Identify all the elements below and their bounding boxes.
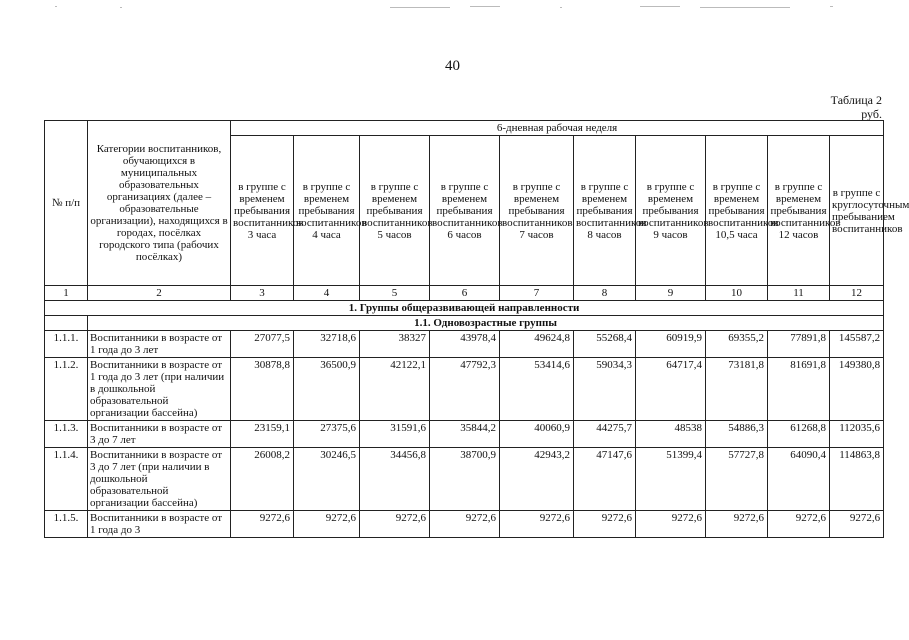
tariff-value: 9272,6 [574,511,636,538]
tariff-value: 27375,6 [294,421,360,448]
header-row-number: № п/п [45,121,88,286]
currency-unit: руб. [861,107,882,121]
tariff-value: 9272,6 [768,511,830,538]
column-number: 4 [294,286,360,301]
row-number: 1.1.4. [45,448,88,511]
tariff-value: 9272,6 [430,511,500,538]
column-number: 1 [45,286,88,301]
tariff-value: 64090,4 [768,448,830,511]
tariff-value: 73181,8 [706,358,768,421]
tariff-value: 77891,8 [768,331,830,358]
tariff-value: 47792,3 [430,358,500,421]
column-number: 2 [88,286,231,301]
column-number: 3 [231,286,294,301]
tariff-value: 57727,8 [706,448,768,511]
tariff-value: 112035,6 [830,421,884,448]
tariff-value: 36500,9 [294,358,360,421]
header-duration-10: в группе с круглосуточным пребыванием воспитанников [830,136,884,286]
tariff-value: 49624,8 [500,331,574,358]
header-duration-1: в группе с временем пребывания воспитанников 3 часа [231,136,294,286]
subsection-title: 1.1. Одновозрастные группы [88,316,884,331]
tariff-value: 61268,8 [768,421,830,448]
tariff-value: 53414,6 [500,358,574,421]
page-number: 40 [445,58,460,74]
tariff-value: 47147,6 [574,448,636,511]
tariff-value: 9272,6 [636,511,706,538]
table-row [45,331,884,358]
tariff-value: 42122,1 [360,358,430,421]
tariff-value: 9272,6 [830,511,884,538]
tariff-value: 38327 [360,331,430,358]
tariff-value: 114863,8 [830,448,884,511]
tariff-value: 59034,3 [574,358,636,421]
row-number: 1.1.3. [45,421,88,448]
tariff-value: 34456,8 [360,448,430,511]
tariff-value: 43978,4 [430,331,500,358]
tariff-value: 54886,3 [706,421,768,448]
column-number: 11 [768,286,830,301]
header-duration-8: в группе с временем пребывания воспитанников 10,5 часа [706,136,768,286]
column-number: 9 [636,286,706,301]
tariff-value: 44275,7 [574,421,636,448]
tariff-value: 9272,6 [294,511,360,538]
header-week-group: 6-дневная рабочая неделя [231,121,884,136]
table-caption [831,93,882,121]
section-title: 1. Группы общеразвивающей направленности [45,301,884,316]
tariff-value: 9272,6 [706,511,768,538]
header-category: Категории воспитанников, обучающихся в муниципальных образовательных организациях (далее – образовательные организации), находящихся в городах, посёлках городского типа (рабочих посёлках) [88,121,231,286]
tariff-value: 31591,6 [360,421,430,448]
tariff-value: 145587,2 [830,331,884,358]
table-row [45,511,884,538]
column-number: 12 [830,286,884,301]
column-number-row [45,286,884,301]
tariff-value: 149380,8 [830,358,884,421]
tariff-value: 9272,6 [231,511,294,538]
table-label: Таблица 2 [830,93,882,107]
header-duration-4: в группе с временем пребывания воспитанников 6 часов [430,136,500,286]
scan-artifact-dots [0,4,905,10]
row-category: Воспитанники в возрасте от 1 года до 3 лет (при наличии в дошкольной образовательной организации бассейна) [88,358,231,421]
column-number: 5 [360,286,430,301]
tariff-value: 40060,9 [500,421,574,448]
tariff-value: 81691,8 [768,358,830,421]
table-row [45,448,884,511]
tariff-value: 26008,2 [231,448,294,511]
tariff-value: 9272,6 [360,511,430,538]
column-number: 10 [706,286,768,301]
header-duration-9: в группе с временем пребывания воспитанников 12 часов [768,136,830,286]
row-category: Воспитанники в возрасте от 1 года до 3 [88,511,231,538]
row-number: 1.1.5. [45,511,88,538]
tariff-value: 30246,5 [294,448,360,511]
row-category: Воспитанники в возрасте от 3 до 7 лет [88,421,231,448]
header-duration-5: в группе с временем пребывания воспитанников 7 часов [500,136,574,286]
tariff-value: 32718,6 [294,331,360,358]
header-duration-3: в группе с временем пребывания воспитанников 5 часов [360,136,430,286]
header-duration-6: в группе с временем пребывания воспитанников 8 часов [574,136,636,286]
tariff-table [44,120,909,538]
tariff-value: 23159,1 [231,421,294,448]
tariff-value: 9272,6 [500,511,574,538]
tariff-value: 55268,4 [574,331,636,358]
row-number: 1.1.2. [45,358,88,421]
table-row [45,358,884,421]
column-number: 6 [430,286,500,301]
tariff-value: 60919,9 [636,331,706,358]
header-duration-7: в группе с временем пребывания воспитанников 9 часов [636,136,706,286]
tariff-value: 64717,4 [636,358,706,421]
table-row [45,421,884,448]
tariff-value: 51399,4 [636,448,706,511]
header-duration-2: в группе с временем пребывания воспитанников 4 часа [294,136,360,286]
tariff-value: 48538 [636,421,706,448]
tariff-value: 42943,2 [500,448,574,511]
tariff-value: 27077,5 [231,331,294,358]
column-number: 8 [574,286,636,301]
row-category: Воспитанники в возрасте от 3 до 7 лет (при наличии в дошкольной образовательной организации бассейна) [88,448,231,511]
row-category: Воспитанники в возрасте от 1 года до 3 лет [88,331,231,358]
column-number: 7 [500,286,574,301]
tariff-value: 35844,2 [430,421,500,448]
tariff-value: 38700,9 [430,448,500,511]
tariff-value: 69355,2 [706,331,768,358]
row-number: 1.1.1. [45,331,88,358]
tariff-value: 30878,8 [231,358,294,421]
